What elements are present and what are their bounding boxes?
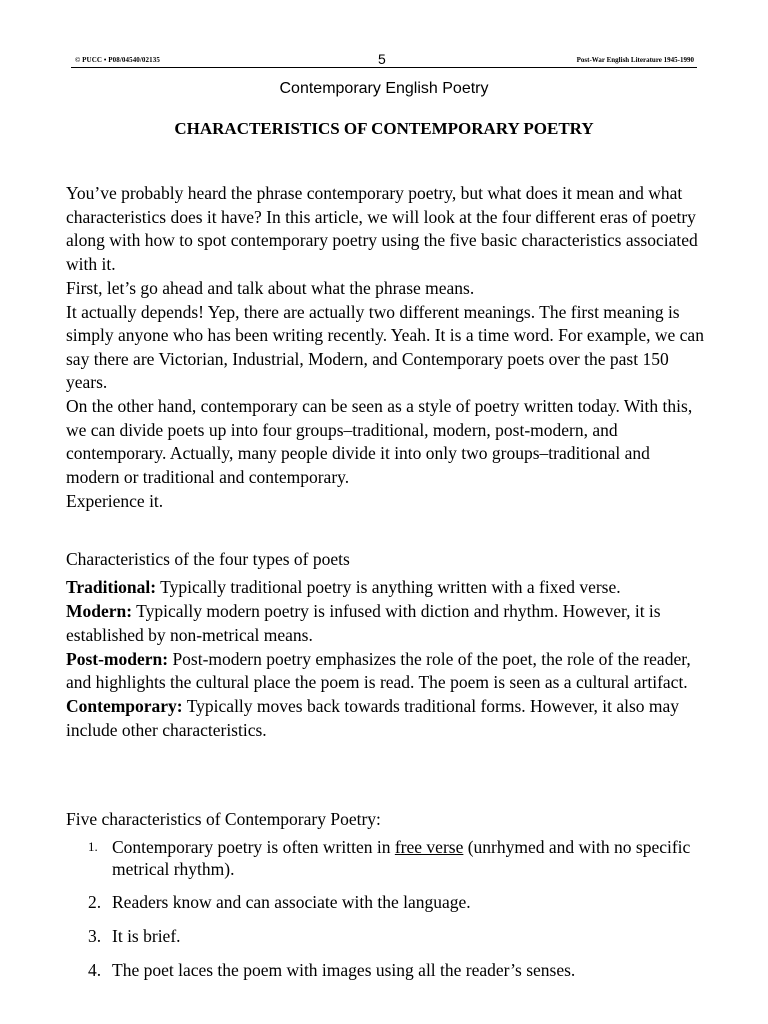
- page-number: 5: [378, 51, 386, 67]
- list-number: 2.: [88, 892, 102, 912]
- list-text: The poet laces the poem with images using all the reader’s senses.: [112, 960, 576, 980]
- list-text-part: Contemporary poetry is often written in: [112, 837, 395, 857]
- type-text: Typically modern poetry is infused with diction and rhythm. However, it is established by non-metrical means.: [66, 601, 661, 645]
- list-text: It is brief.: [112, 926, 181, 946]
- list-text: [112, 836, 708, 880]
- document-title: CHARACTERISTICS OF CONTEMPORARY POETRY: [174, 119, 594, 138]
- types-section: [66, 576, 706, 743]
- type-term: Traditional:: [66, 577, 157, 597]
- intro-paragraph: On the other hand, contemporary can be seen as a style of poetry written today. With this, we can divide poets up into four groups–traditional, modern, post-modern, and contemporary. Actually, many people divide it into only two groups–traditional and modern or traditional and contemporary.: [66, 396, 693, 487]
- type-term: Modern:: [66, 601, 133, 621]
- list-text: Readers know and can associate with the language.: [112, 892, 471, 912]
- five-heading: Five characteristics of Contemporary Poetry:: [66, 809, 381, 829]
- type-text: Typically traditional poetry is anything written with a fixed verse.: [156, 577, 621, 597]
- list-item: [88, 925, 181, 947]
- list-number: 1.: [88, 839, 98, 854]
- intro-paragraph: Experience it.: [66, 490, 164, 511]
- header-rule: [71, 67, 697, 68]
- type-contemporary: [66, 695, 706, 742]
- list-item: [88, 959, 575, 981]
- type-text: Typically moves back towards traditional forms. However, it also may include other characteristics.: [66, 696, 680, 740]
- intro-section: [66, 182, 706, 514]
- intro-paragraph: It actually depends! Yep, there are actually two different meanings. The first meaning is simply anyone who has been writing recently. Yeah. It is a time word. For example, we can say there are Victorian, Industrial, Modern, and Contemporary poets over the past 150 years.: [66, 301, 704, 392]
- type-traditional: [66, 576, 706, 600]
- type-text: Post-modern poetry emphasizes the role of the poet, the role of the reader, and highlights the cultural place the poem is read. The poem is seen as a cultural artifact.: [66, 648, 691, 692]
- types-heading: Characteristics of the four types of poets: [66, 549, 350, 569]
- free-verse-link[interactable]: free verse: [394, 837, 464, 857]
- intro-paragraph: First, let’s go ahead and talk about what the phrase means.: [66, 277, 475, 298]
- document-subtitle: Contemporary English Poetry: [279, 80, 489, 97]
- list-text-part: (unrhymed and with no specific metrical rhythm).: [112, 837, 691, 879]
- list-number: 4.: [88, 960, 102, 980]
- list-item: [88, 891, 471, 913]
- header-right: Post-War English Literature 1945-1990: [576, 56, 694, 64]
- list-number: 3.: [88, 926, 102, 946]
- type-post-modern: [66, 648, 706, 695]
- type-modern: [66, 600, 706, 647]
- type-term: Contemporary:: [66, 696, 183, 716]
- list-item: [88, 836, 708, 880]
- type-term: Post-modern:: [66, 648, 169, 669]
- intro-paragraph: You’ve probably heard the phrase contemporary poetry, but what does it mean and what characteristics does it have? In this article, we will look at the four different eras of poetry along with how to spot contemporary poetry using the five basic characteristics associated with it.: [66, 183, 698, 274]
- header-left: © PUCC • P08/04540/02135: [75, 56, 160, 64]
